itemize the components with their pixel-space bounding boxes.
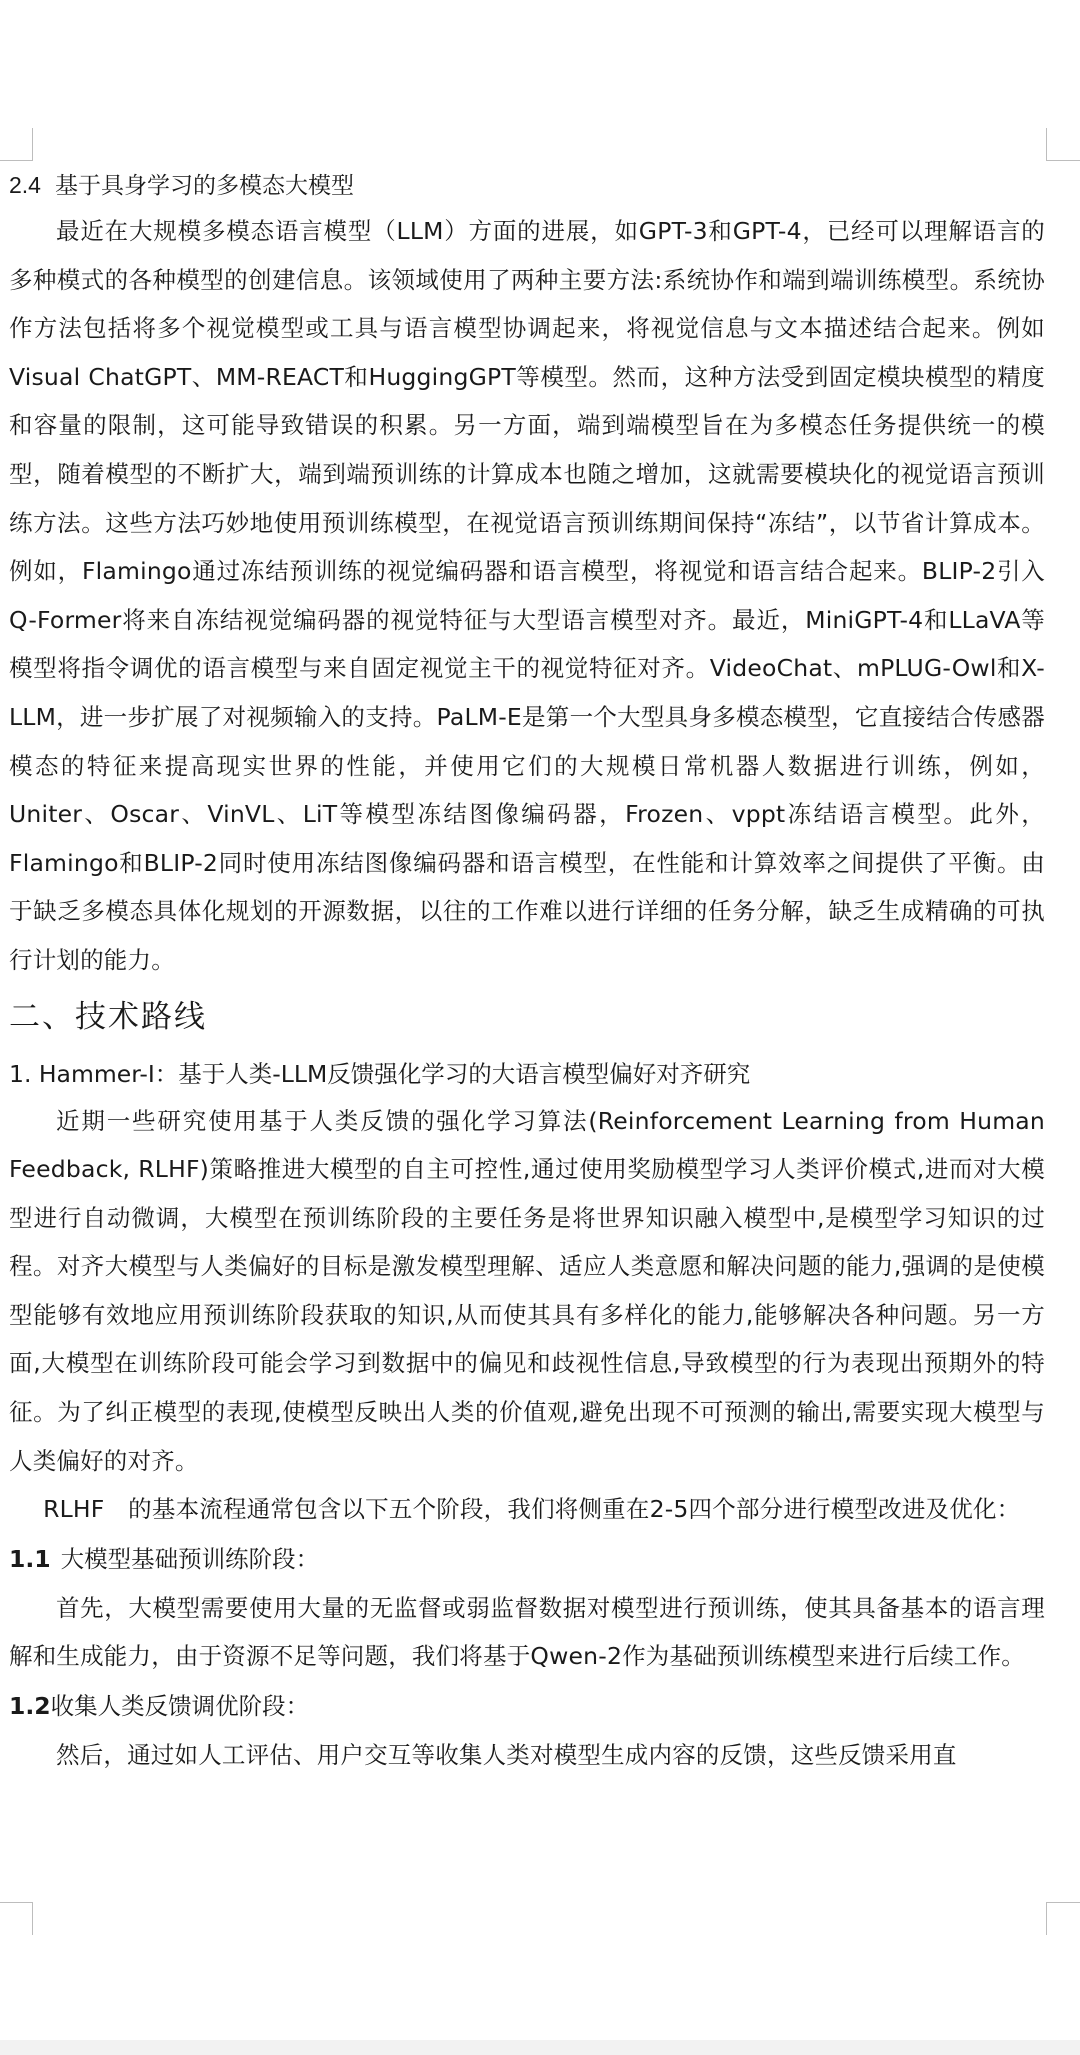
section-2-4-title: 基于具身学习的多模态大模型 — [54, 172, 354, 198]
item-1-1-paragraph: 首先，大模型需要使用大量的无监督或弱监督数据对模型进行预训练，使其具备基本的语言理解和生成能力，由于资源不足等问题，我们将基于Qwen-2作为基础预训练模型来进行后续工作。 — [9, 1593, 1045, 1671]
item-1-paragraph: 近期一些研究使用基于人类反馈的强化学习算法(Reinforcement Learning from Human Feedback, RLHF)策略推进大模型的自主可控性,通过使用奖励模型学习人类评价模式,进而对大模型进行自动微调，大模型在预训练阶段的主要任务是将世界知识融入模型中,是模型学习知识的过程。对齐大模型与人类偏好的目标是激发模型理解、适应人类意愿和解决问题的能力,强调的是使模型能够有效地应用预训练阶段获取的知识,从而使其具有多样化的能力,能够解决各种问题。另一方面,大模型在训练阶段可能会学习到数据中的偏见和歧视性信息,导致模型的行为表现出预期外的特征。为了纠正模型的表现,使模型反映出人类的价值观,避免出现不可预测的输出,需要实现大模型与人类偏好的对齐。 — [9, 1106, 1045, 1475]
crop-mark-top-left — [0, 128, 33, 161]
item-1-2-title: 收集人类反馈调优阶段： — [50, 1692, 310, 1721]
item-1-2-paragraph: 然后，通过如人工评估、用户交互等收集人类对模型生成内容的反馈，这些反馈采用直 — [56, 1741, 957, 1770]
item-1-2-number: 1.2 — [9, 1692, 51, 1721]
item-1-1-heading — [9, 1534, 1045, 1584]
item-1-heading: 1. Hammer-I：基于人类-LLM反馈强化学习的大语言模型偏好对齐研究 — [9, 1059, 751, 1088]
section-2-heading: 二、技术路线 — [9, 998, 207, 1035]
rlhf-stages-intro: RLHF 的基本流程通常包含以下五个阶段，我们将侧重在2-5四个部分进行模型改进及优化： — [43, 1495, 1021, 1524]
section-2-4-paragraph: 最近在大规模多模态语言模型（LLM）方面的进展，如GPT-3和GPT-4，已经可以理解语言的多种模式的各种模型的创建信息。该领域使用了两种主要方法:系统协作和端到端训练模型。系统协作方法包括将多个视觉模型或工具与语言模型协调起来，将视觉信息与文本描述结合起来。例如Visual ChatGPT、MM-REACT和HuggingGPT等模型。然而，这种方法受到固定模块模型的精度和容量的限制，这可能导致错误的积累。另一方面，端到端模型旨在为多模态任务提供统一的模型，随着模型的不断扩大，端到端预训练的计算成本也随之增加，这就需要模块化的视觉语言预训练方法。这些方法巧妙地使用预训练模型，在视觉语言预训练期间保持“冻结”，以节省计算成本。例如，Flamingo通过冻结预训练的视觉编码器和语言模型，将视觉和语言结合起来。BLIP-2引入Q-Former将来自冻结视觉编码器的视觉特征与大型语言模型对齐。最近，MiniGPT-4和LLaVA等模型将指令调优的语言模型与来自固定视觉主干的视觉特征对齐。VideoChat、mPLUG-Owl和X-LLM，进一步扩展了对视频输入的支持。PaLM-E是第一个大型具身多模态模型，它直接结合传感器模态的特征来提高现实世界的性能，并使用它们的大规模日常机器人数据进行训练，例如，Uniter、Oscar、VinVL、LiT等模型冻结图像编码器，Frozen、vppt冻结语言模型。此外，Flamingo和BLIP-2同时使用冻结图像编码器和语言模型，在性能和计算效率之间提供了平衡。由于缺乏多模态具体化规划的开源数据，以往的工作难以进行详细的任务分解，缺乏生成精确的可执行计划的能力。 — [9, 217, 1045, 974]
crop-mark-top-right — [1046, 128, 1080, 161]
section-2-4-heading — [9, 165, 1045, 205]
document-content — [9, 165, 1045, 1780]
section-2-4-number: 2.4 — [9, 172, 41, 198]
item-1-1-title: 大模型基础预训练阶段： — [60, 1544, 320, 1573]
viewer-bottom-band — [0, 2040, 1080, 2055]
crop-mark-bottom-right — [1046, 1902, 1080, 1935]
item-1-2-heading — [9, 1681, 1045, 1731]
item-1-1-number: 1.1 — [9, 1544, 51, 1573]
crop-mark-bottom-left — [0, 1902, 33, 1935]
